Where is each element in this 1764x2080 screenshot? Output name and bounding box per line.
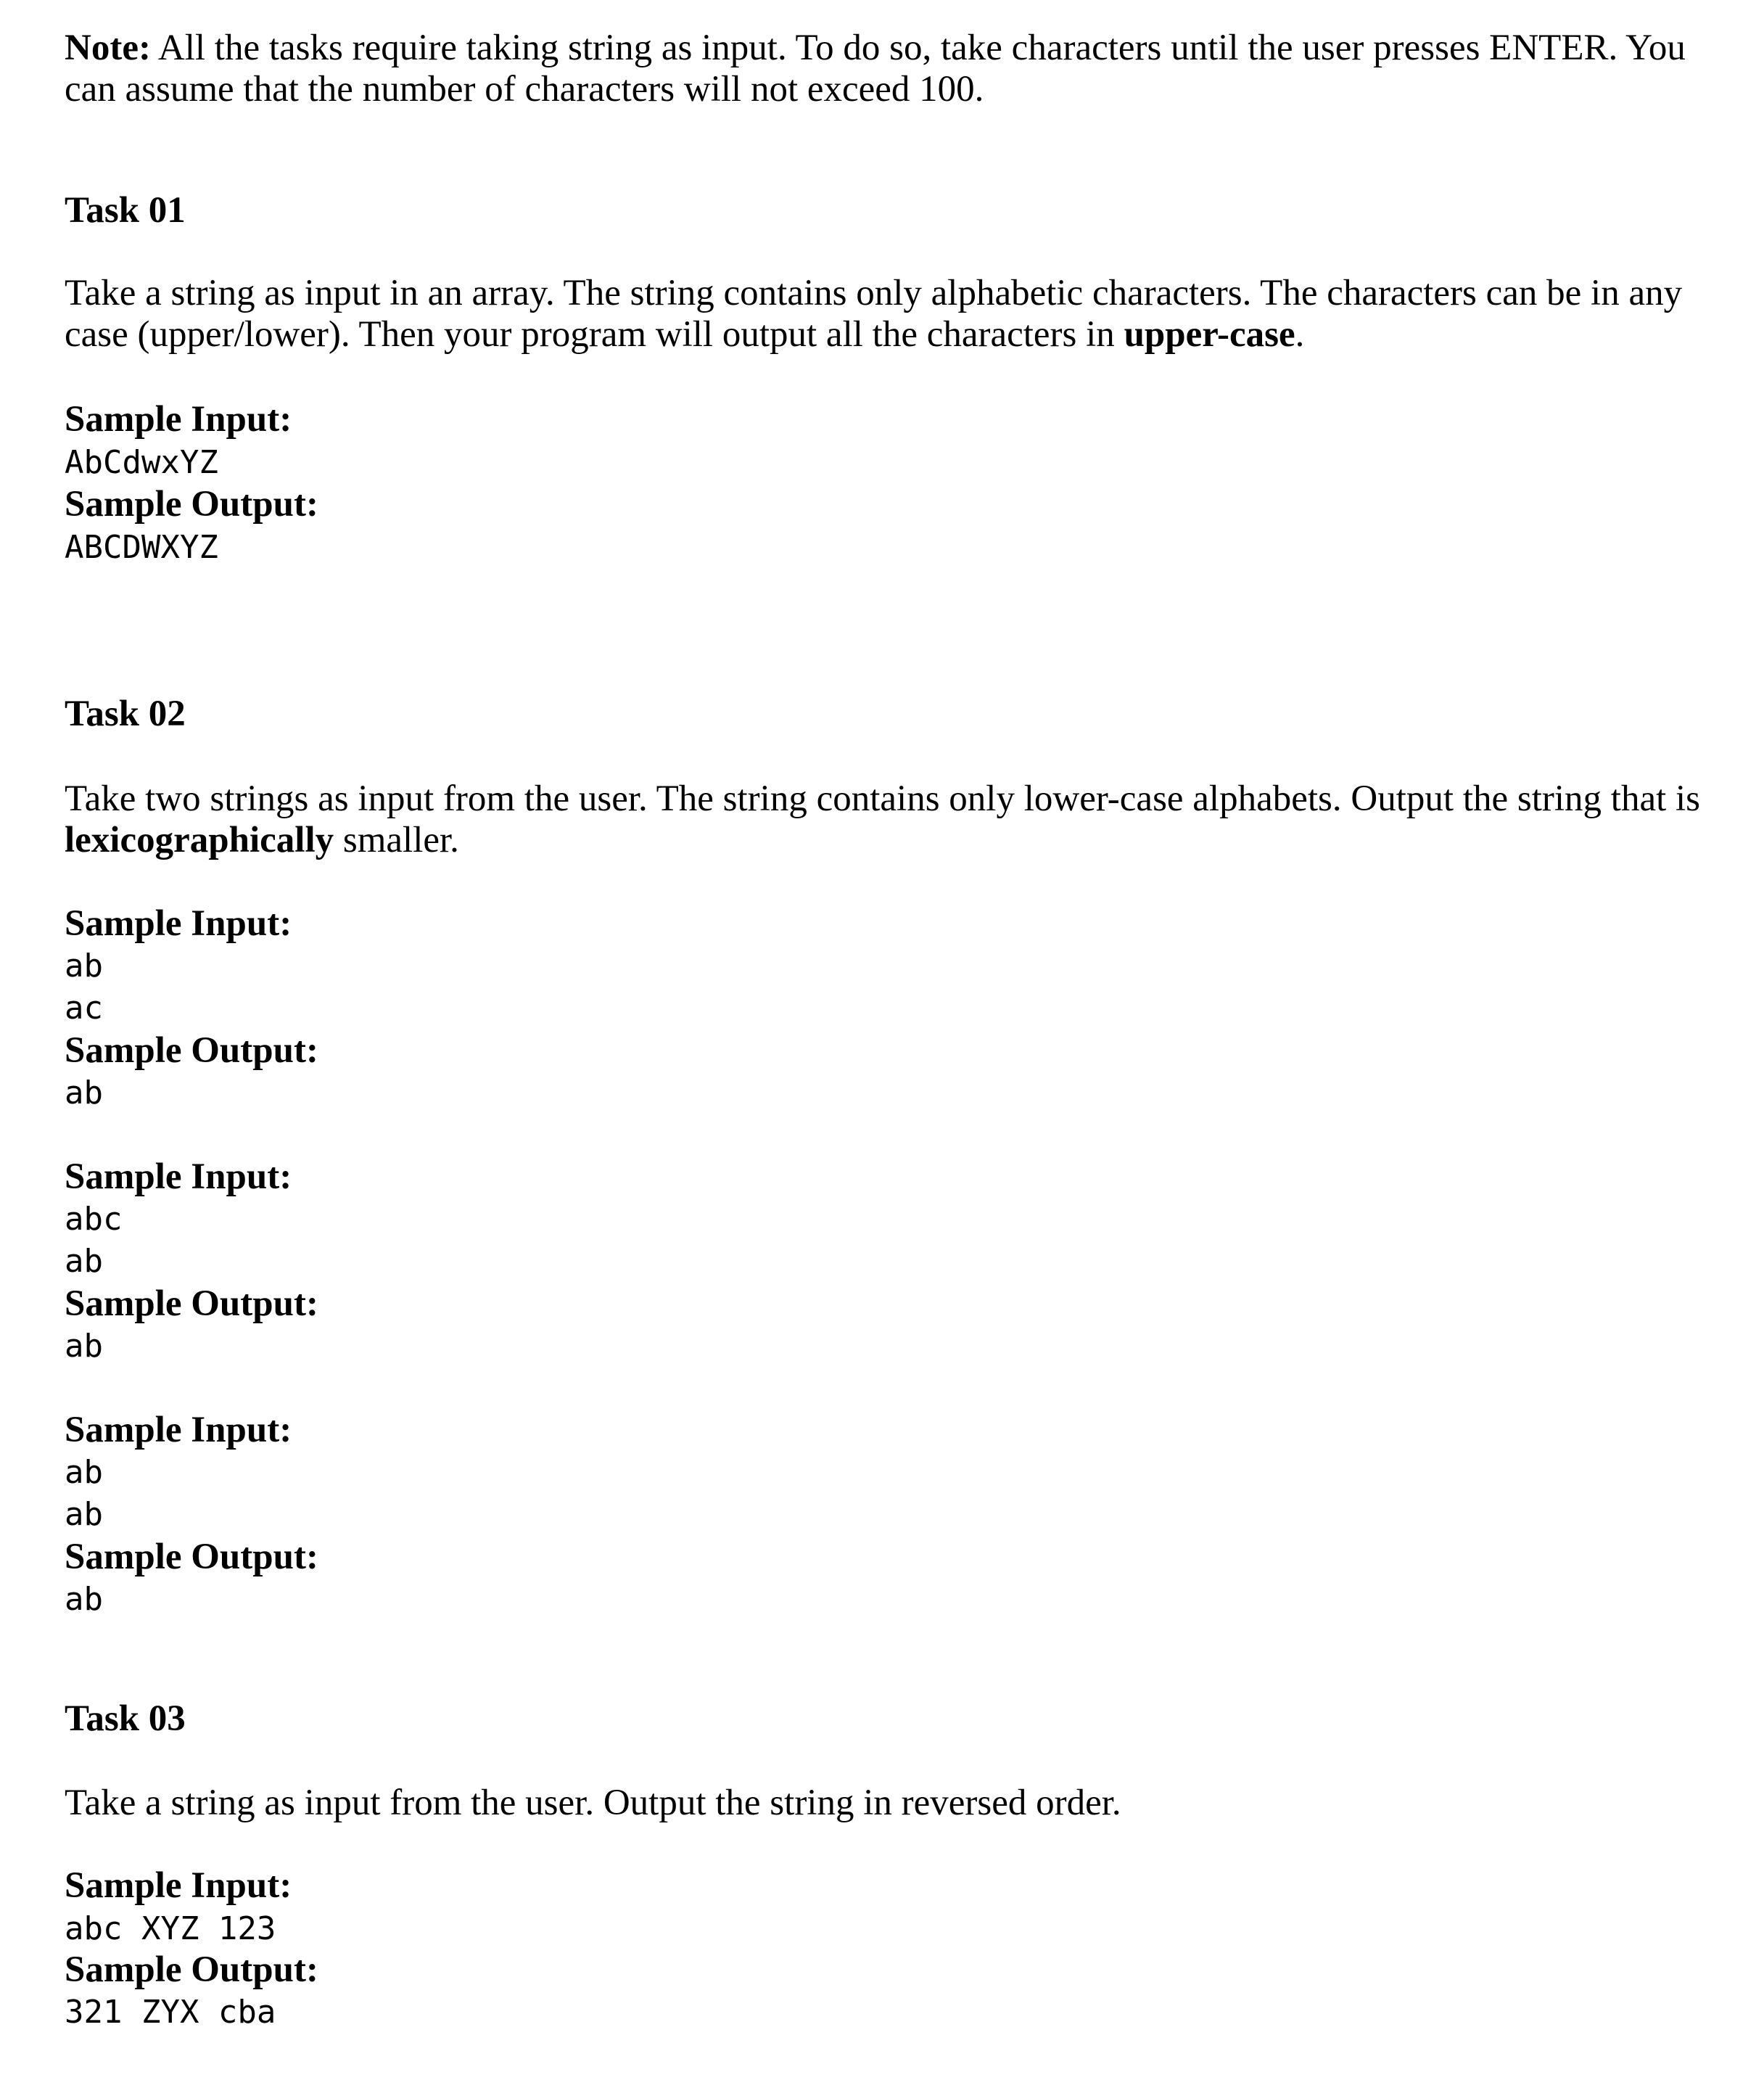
sample-input-label: Sample Input: — [65, 1156, 292, 1197]
sample-output-label: Sample Output: — [65, 1283, 318, 1324]
sample-output-label: Sample Output: — [65, 1949, 318, 1990]
task-heading: Task 02 — [65, 694, 186, 734]
sample-input-label: Sample Input: — [65, 1410, 292, 1450]
note-label: Note: — [65, 28, 151, 68]
sample-output-line: ab — [65, 1074, 103, 1111]
sample-output-line: ab — [65, 1328, 103, 1365]
sample-input-label: Sample Input: — [65, 903, 292, 944]
task-heading: Task 03 — [65, 1698, 186, 1739]
sample-input-line: ac — [65, 990, 103, 1027]
task-description-text-end: smaller. — [334, 820, 459, 860]
sample-input-line: ab — [65, 1454, 103, 1491]
sample-input-line: AbCdwxYZ — [65, 444, 218, 481]
task-description-emphasis: lexicographically — [65, 820, 334, 860]
sample-output-line: ab — [65, 1581, 103, 1618]
task-description-text: Take two strings as input from the user. The string contains only lower-case alphabets. Output the string that is — [65, 778, 1701, 819]
task-description — [65, 1783, 1704, 1824]
sample-input-label: Sample Input: — [65, 399, 292, 440]
sample-input-line: ab — [65, 1243, 103, 1280]
sample-input-line: abc — [65, 1201, 123, 1238]
sample-input-line: abc XYZ 123 — [65, 1910, 276, 1947]
sample-output-label: Sample Output: — [65, 484, 318, 525]
task-description-text: Take a string as input from the user. Output the string in reversed order. — [65, 1783, 1121, 1823]
note-paragraph — [65, 28, 1704, 110]
sample-input-line: ab — [65, 1496, 103, 1533]
sample-input-label: Sample Input: — [65, 1865, 292, 1906]
sample-output-label: Sample Output: — [65, 1537, 318, 1577]
sample-output-label: Sample Output: — [65, 1030, 318, 1071]
task-description-emphasis: upper-case — [1124, 314, 1295, 355]
task-heading: Task 01 — [65, 190, 186, 231]
task-description — [65, 273, 1704, 355]
task-description-text: Take a string as input in an array. The string contains only alphabetic characters. The characters can be in any case (upper/lower). Then your program will output all the characters in — [65, 273, 1683, 355]
sample-input-line: ab — [65, 947, 103, 984]
task-description-text-end: . — [1295, 314, 1305, 355]
sample-output-line: ABCDWXYZ — [65, 529, 218, 566]
note-text: All the tasks require taking string as input. To do so, take characters until the user presses ENTER. You can assume that the number of characters will not exceed 100. — [65, 28, 1686, 110]
task-description — [65, 778, 1704, 861]
sample-output-line: 321 ZYX cba — [65, 1994, 276, 2031]
